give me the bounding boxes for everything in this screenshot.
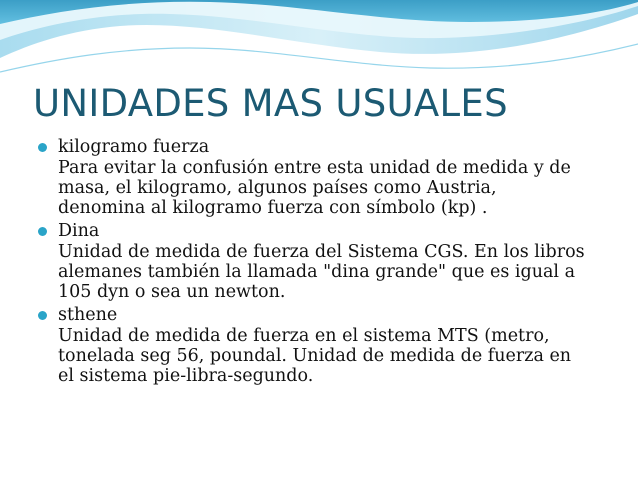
slide-title: UNIDADES MAS USUALES bbox=[33, 82, 508, 125]
item-description: Unidad de medida de fuerza en el sistema MTS (metro, tonelada seg 56, poundal. Unidad de medida de fuerza en el sistema pie-libra-segundo. bbox=[58, 326, 572, 386]
bullet-dot-icon bbox=[38, 227, 47, 236]
list-item-dina bbox=[36, 220, 606, 304]
header-wave-decoration bbox=[0, 0, 638, 80]
bullet-dot-icon bbox=[38, 143, 47, 152]
list-item-sthene bbox=[36, 304, 606, 388]
item-description: Unidad de medida de fuerza del Sistema CGS. En los libros alemanes también la llamada "dina grande" que es igual a 105 dyn o sea un newton. bbox=[58, 242, 585, 302]
item-label: kilogramo fuerza bbox=[58, 137, 210, 157]
item-label: sthene bbox=[58, 305, 118, 325]
item-description: Para evitar la confusión entre esta unidad de medida y de masa, el kilogramo, algunos países como Austria, denomina al kilogramo fuerza con símbolo (kp) . bbox=[58, 158, 571, 218]
bullet-list bbox=[36, 136, 606, 388]
item-label: Dina bbox=[58, 221, 100, 241]
bullet-dot-icon bbox=[38, 311, 47, 320]
list-item-kilogramo-fuerza bbox=[36, 136, 606, 220]
